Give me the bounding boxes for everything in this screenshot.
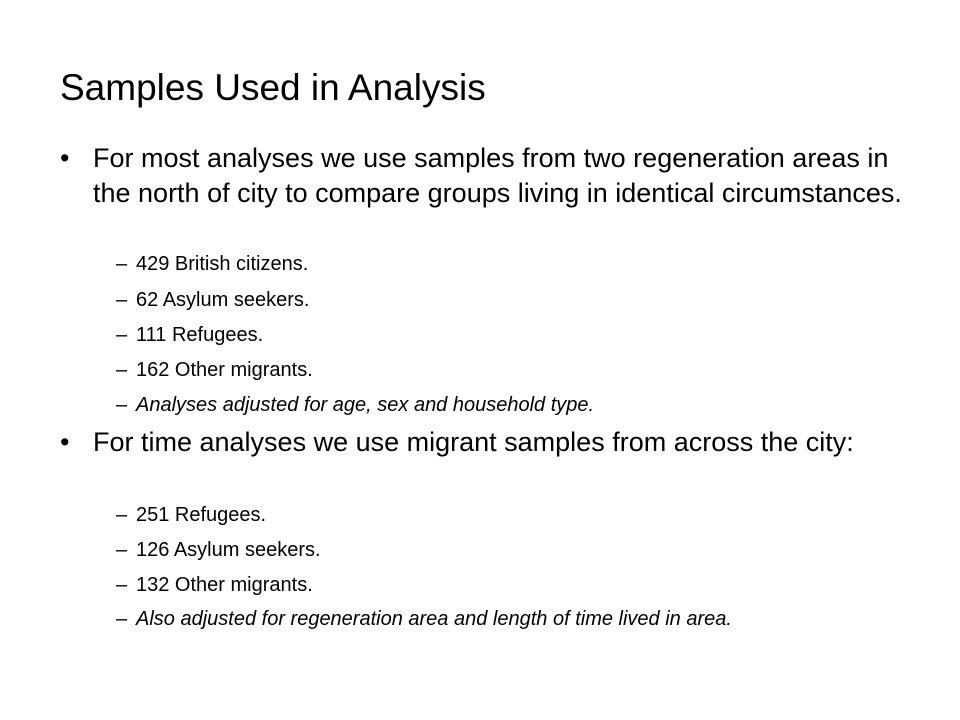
sub-item (116, 538, 321, 562)
bullet-marker: • (60, 427, 70, 457)
sub-item-text: 162 Other migrants. (136, 359, 313, 381)
sub-item-text: 111 Refugees. (136, 324, 264, 346)
dash-marker: – (116, 574, 128, 596)
sub-item (116, 288, 309, 312)
dash-marker: – (116, 539, 128, 561)
sub-item (116, 573, 313, 597)
dash-marker: – (116, 359, 128, 381)
slide-title: Samples Used in Analysis (60, 67, 486, 108)
bullet-item (60, 425, 920, 460)
sub-item-note (116, 393, 594, 417)
sub-item-text: Analyses adjusted for age, sex and household type. (136, 394, 595, 416)
sub-item (116, 323, 263, 347)
sub-item-note (116, 607, 732, 631)
dash-marker: – (116, 504, 128, 526)
sub-item-text: 126 Asylum seekers. (136, 539, 321, 561)
sub-item-text: 429 British citizens. (136, 253, 309, 275)
dash-marker: – (116, 253, 128, 275)
sub-item (116, 503, 266, 527)
bullet-text: For most analyses we use samples from two regeneration areas in the north of city to compare groups living in identical circumstances. (93, 143, 902, 208)
sub-item (116, 252, 308, 276)
sub-item-text: 132 Other migrants. (136, 574, 313, 596)
bullet-marker: • (60, 143, 70, 173)
dash-marker: – (116, 394, 128, 416)
sub-item-text: 62 Asylum seekers. (136, 289, 310, 311)
dash-marker: – (116, 289, 128, 311)
dash-marker: – (116, 608, 128, 630)
bullet-text: For time analyses we use migrant samples from across the city: (93, 427, 854, 457)
sub-item-text: 251 Refugees. (136, 504, 267, 526)
sub-item (116, 358, 313, 382)
sub-item-text: Also adjusted for regeneration area and length of time lived in area. (136, 608, 732, 630)
bullet-item (60, 141, 920, 211)
dash-marker: – (116, 324, 128, 346)
